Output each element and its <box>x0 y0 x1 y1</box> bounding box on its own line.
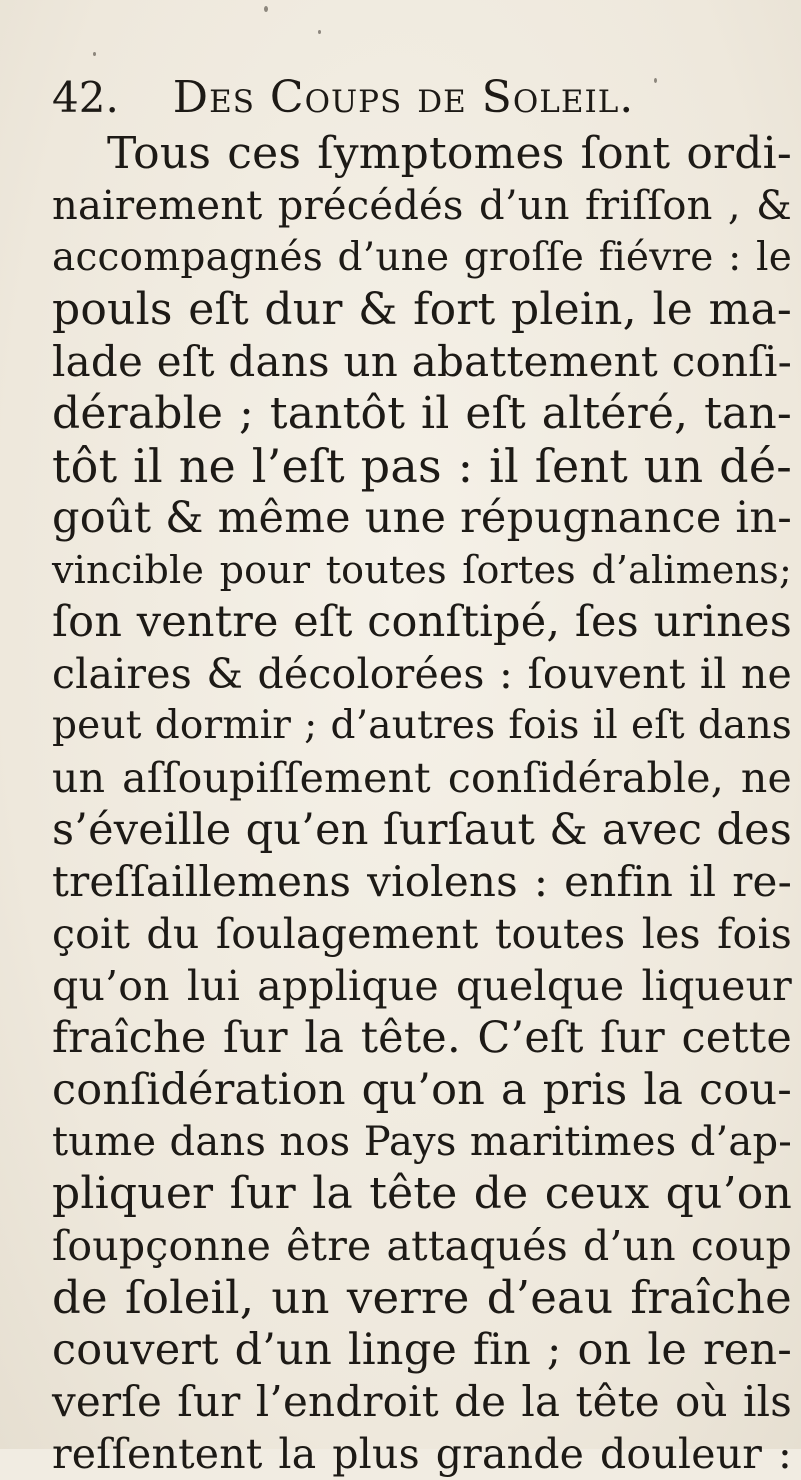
text-line: verſe ſur l’endroit de la tête où ils <box>52 1377 792 1426</box>
text-line: lade eſt dans un abattement conſi- <box>52 337 792 386</box>
text-line: çoit du ſoulagement toutes les fois <box>52 910 792 958</box>
text-line: vincible pour toutes ſortes d’alimens; <box>52 548 792 592</box>
text-line: ſoupçonne être attaqués d’un coup <box>52 1222 792 1270</box>
running-title: Des Coups de Soleil. <box>172 72 635 123</box>
text-line: tume dans nos Pays maritimes d’ap- <box>52 1119 792 1165</box>
page-number: 42. <box>52 73 119 122</box>
paper-speck <box>318 30 321 34</box>
text-line: s’éveille qu’en ſurſaut & avec des <box>52 805 792 855</box>
body-text <box>52 128 792 1480</box>
paper-speck <box>654 78 657 83</box>
text-line: pliquer ſur la tête de ceux qu’on <box>52 1168 792 1219</box>
page-header <box>52 68 634 128</box>
text-line: un aſſoupiſſement conſidérable, ne <box>52 754 792 802</box>
paper-speck <box>93 52 96 56</box>
text-line: conſidération qu’on a pris la cou- <box>52 1065 792 1115</box>
text-line: goût & même une répugnance in- <box>52 493 792 543</box>
text-line: tôt il ne l’eſt pas : il ſent un dé- <box>52 439 792 493</box>
text-line: couvert d’un linge fin ; on le ren- <box>52 1325 792 1375</box>
paper-speck <box>264 6 268 12</box>
text-line: Tous ces ſymptomes ſont ordi- <box>107 128 792 179</box>
text-line: pouls eſt dur & fort plein, le ma- <box>52 284 792 335</box>
text-line: ſon ventre eſt conſtipé, ſes urines <box>52 597 792 647</box>
text-line: qu’on lui applique quelque liqueur <box>52 962 792 1010</box>
text-line: fraîche ſur la tête. C’eſt ſur cette <box>52 1013 792 1063</box>
text-line: de ſoleil, un verre d’eau fraîche <box>52 1271 792 1324</box>
text-line: dérable ; tantôt il eſt altéré, tan- <box>52 388 792 439</box>
text-line: reſſentent la plus grande douleur : <box>52 1430 792 1478</box>
text-line: treſſaillemens violens : enfin il re- <box>52 857 792 906</box>
text-line: claires & décolorées : ſouvent il ne <box>52 650 792 698</box>
text-line: nairement précédés d’un friſſon , & <box>52 183 792 229</box>
text-line: accompagnés d’une groſſe fiévre : le <box>52 235 792 280</box>
text-line: peut dormir ; d’autres fois il eſt dans <box>52 703 792 748</box>
